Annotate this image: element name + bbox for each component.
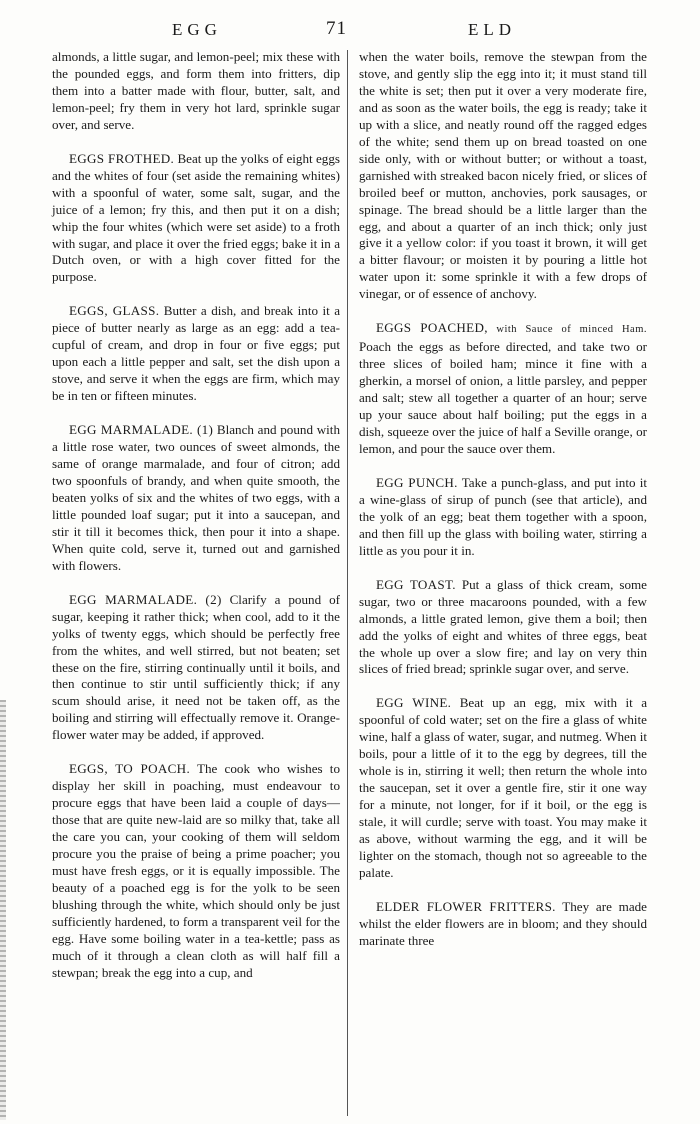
column-rule	[347, 50, 348, 1116]
entry-heading: EGG PUNCH.	[376, 474, 458, 490]
running-header	[50, 14, 646, 44]
entry-eggs-poached-ham	[359, 320, 647, 458]
page-binding-edge	[0, 700, 6, 1120]
entry-text: Blanch and pound with a little rose water, two ounces of sweet almonds, the same of orange marmalade, and four of citron; add two spoonfuls of brandy, and when quite smooth, the beaten yolks of six and the whites of two eggs, with a little pounded loaf sugar; put it into a saucepan, and stir it till it becomes thick, then pour it into a shape. When quite cold, serve it, turned out and garnished with flowers.	[52, 422, 340, 573]
entry-text: They are made whilst the elder flowers are in bloom; and they should marinate three	[359, 898, 647, 948]
entry-heading: EGG TOAST.	[376, 576, 456, 592]
entry-heading: EGGS, GLASS.	[69, 303, 160, 319]
entry-elder-flower-fritters	[359, 899, 647, 950]
entry-heading: EGG MARMALADE. (1)	[69, 422, 214, 438]
entry-text: Poach the eggs as before directed, and take two or three slices of boiled ham; mince it fine with a gherkin, a morsel of onion, a little parsley, and pepper and salt; stew all together a quarter of an hour; serve up your sauce about half boiling; put the eggs in a dish, squeeze over the juice of half a Seville orange, or lemon, and pour the sauce over them.	[359, 339, 647, 456]
entry-egg-wine	[359, 695, 647, 881]
entry-continuation	[359, 49, 647, 303]
right-column	[359, 49, 647, 950]
entry-eggs-frothed	[52, 151, 340, 287]
left-column	[52, 49, 340, 982]
entry-eggs-glass	[52, 303, 340, 405]
entry-text: The cook who wishes to display her skill in poaching, must endeavour to procure eggs that have been laid a couple of days—those that are quite new-laid are so milky that, take all the care you can, your cooking of them will seldom procure you the praise of being a prime poacher; you must have fresh eggs, or it is equally impossible. The beauty of a poached egg is for the yolk to be seen blushing through the white, which should only be just sufficiently hardened, to form a transparent veil for the egg. Have some boiling water in a tea-kettle; pass as much of it through a clean cloth as will half fill a stewpan; break the egg into a cup, and	[52, 761, 340, 980]
entry-subheading: with Sauce of minced Ham.	[496, 324, 647, 336]
entry-egg-marmalade-2	[52, 592, 340, 745]
header-right-word: ELD	[468, 20, 517, 39]
entry-text: Butter a dish, and break into it a piece of butter nearly as large as an egg: add a tea-cupful of cream, and drop in four or five eggs; put upon each a little pepper and salt, set the dish upon a stove, and serve it when the eggs are firm, which may be in ten or fifteen minutes.	[52, 303, 341, 404]
entry-heading: EGG WINE.	[376, 695, 452, 711]
entry-heading: EGG MARMALADE. (2)	[69, 591, 222, 607]
page-number: 71	[326, 18, 347, 39]
entry-text: Put a glass of thick cream, some sugar, two or three macaroons pounded, with a few almonds, a little grated lemon, give them a boil; then add the yolks of eight and whites of three eggs, beat the whole up over a slow fire; and lay on very thin slices of fried bread; sprinkle sugar over, and serve.	[359, 576, 647, 677]
entry-text: almonds, a little sugar, and lemon-peel; mix these with the pounded eggs, and form them into fritters, dip them into a batter made with flour, butter, salt, and lemon-peel; fry them in very hot lard, sprinkle sugar over, and serve.	[52, 49, 340, 132]
entry-heading: EGGS FROTHED.	[69, 150, 175, 166]
entry-heading: ELDER FLOWER FRITTERS.	[376, 898, 556, 914]
entry-text: Take a punch-glass, and put into it a wine-glass of sirup of punch (see that article), and the yolk of an egg; beat them together with a spoon, and then fill up the glass with boiling water, stirring a little as you pour it in.	[359, 474, 647, 558]
entry-text: when the water boils, remove the stewpan from the stove, and gently slip the egg into it; it must stand till the white is set; then put it over a very moderate fire, and as soon as the water boils, the egg is ready; take it up with a slice, and neatly round off the ragged edges of the white; send them up on bread toasted on one side only, with or without butter; or without a toast, garnished with streaked bacon nicely fried, or slices of broiled beef or mutton, anchovies, pork sausages, or spinage. The bread should be a little larger than the egg, and about a quarter of an inch thick; only just give it a yellow color: if you toast it brown, it will get a bitter flavour; or moisten it by pouring a little hot water upon it: some sprinkle it with a few drops of vinegar, or of essence of anchovy.	[359, 49, 647, 302]
entry-egg-toast	[359, 577, 647, 679]
entry-heading: EGGS POACHED,	[376, 320, 488, 336]
entry-text: Clarify a pound of sugar, keeping it rather thick; when cool, add to it the yolks of twenty eggs, which should be perfectly free from the whites, and well stirred, but not beaten; set these on the fire, stirring continually until it boils, and then continue to stir until sufficiently thick; if any scum should arise, it need not be taken off, as the boiling and stirring will effectually remove it. Orange-flower water may be added, if approved.	[52, 591, 340, 743]
entry-egg-marmalade-1	[52, 422, 340, 575]
header-left-word: EGG	[172, 20, 222, 39]
entry-egg-punch	[359, 475, 647, 560]
entry-eggs-to-poach	[52, 761, 340, 981]
entry-text: Beat up an egg, mix with it a spoonful of cold water; set on the fire a glass of white wine, half a glass of water, sugar, and nutmeg. When it boils, pour a little of it to the egg by degrees, till the whole is in, stirring it well; then return the whole into the saucepan, set it over a gentle fire, stir it one way for a minute, not longer, for if it boil, or the egg is stale, it will curdle; serve with toast. You may make it as above, without warming the egg, and it will be lighter on the stomach, though not so agreeable to the palate.	[359, 695, 648, 880]
entry-continuation	[52, 49, 340, 134]
entry-heading: EGGS, TO POACH.	[69, 761, 191, 777]
entry-text: Beat up the yolks of eight eggs and the whites of four (set aside the remaining whites) with a spoonful of water, some salt, sugar, and the juice of a lemon; fry this, and then put it on a dish; whip the four whites (which were set aside) to a froth with sugar, and place it over the fried eggs; bake it in a Dutch oven, or with a high cover fitted for the purpose.	[52, 150, 340, 285]
